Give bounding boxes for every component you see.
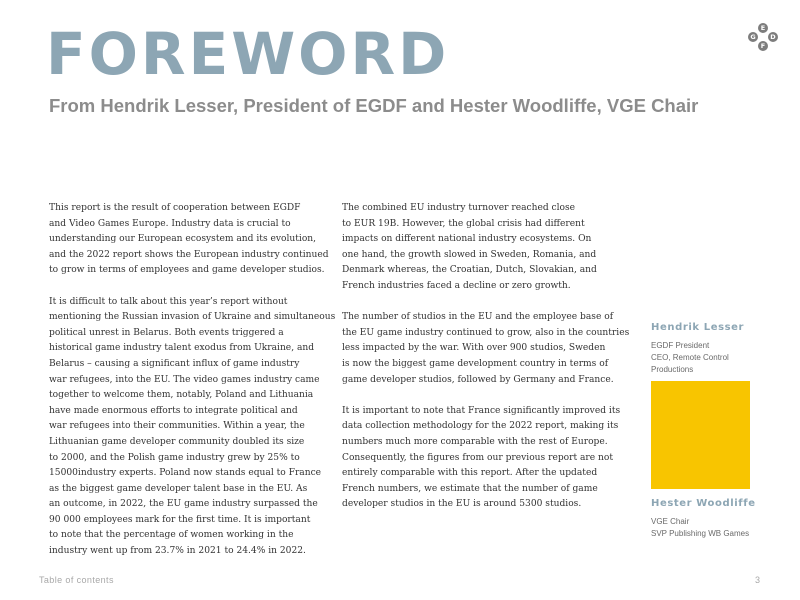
page-subtitle: From Hendrik Lesser, President of EGDF and Hester Woodliffe, VGE Chair — [49, 95, 699, 116]
text-line: historical game industry talent exodus from Ukraine, and — [49, 343, 315, 354]
page-number: 3 — [755, 575, 761, 585]
text-line: mentioning the Russian invasion of Ukraine and simultaneous — [49, 312, 336, 323]
text-line: war refugees into their communities. Within a year, the — [49, 421, 305, 432]
text-line: understanding our European ecosystem and its evolution, — [49, 234, 317, 245]
signatory-role-hester-woodliffe — [651, 516, 749, 540]
text-line: French industries faced a decline or zero growth. — [342, 280, 571, 291]
text-line: entirely comparable with this report. After the updated — [342, 468, 598, 479]
text-line: war refugees, into the EU. The video games industry came — [49, 374, 320, 385]
role-line: EGDF President — [651, 341, 710, 350]
text-line: one hand, the growth slowed in Sweden, Romania, and — [342, 249, 597, 260]
text-column-right — [342, 201, 629, 528]
text-line: less impacted by the war. With over 900 studios, Sweden — [342, 343, 606, 354]
signatory-role-hendrik-lesser — [651, 340, 729, 376]
text-line: 90 000 employees mark for the first time. It is important — [49, 514, 311, 525]
text-line: to note that the percentage of women working in the — [49, 530, 294, 541]
text-line: as the biggest game developer talent base in the EU. As — [49, 483, 308, 494]
text-line: The combined EU industry turnover reached close — [342, 203, 576, 213]
role-line: Productions — [651, 365, 694, 374]
body-paragraph — [49, 295, 335, 560]
logo-letter: G — [748, 32, 758, 42]
role-line: VGE Chair — [651, 517, 690, 526]
text-line: Lithuanian game developer community doubled its size — [49, 436, 305, 447]
text-line: numbers much more comparable with the rest of Europe. — [342, 436, 608, 447]
body-paragraph — [342, 310, 629, 388]
text-line: and the 2022 report shows the European industry continued — [49, 249, 329, 260]
text-line: data collection methodology for the 2022 report, making its — [342, 421, 619, 432]
signatory-name-hendrik-lesser: Hendrik Lesser — [651, 322, 745, 333]
text-line: Denmark whereas, the Croatian, Dutch, Slovakian, and — [342, 265, 597, 276]
text-line: an outcome, in 2022, the EU game industry surpassed the — [49, 499, 318, 510]
text-line: Belarus – causing a significant influx of game industry — [49, 358, 300, 369]
text-column-left — [49, 201, 335, 575]
text-line: It is important to note that France significantly improved its — [342, 405, 621, 416]
text-line: Consequently, the figures from our previous report are not — [342, 452, 614, 463]
text-line: the EU game industry continued to grow, also in the countries — [342, 327, 630, 338]
text-line: to 2000, and the Polish game industry grew by 25% to — [49, 452, 300, 463]
body-paragraph — [49, 201, 335, 279]
table-of-contents-link[interactable]: Table of contents — [39, 575, 114, 585]
text-line: 15000industry experts. Poland now stands equal to France — [49, 468, 322, 479]
text-line: developer studios in the EU is around 5300 studios. — [342, 499, 582, 510]
text-line: is now the biggest game development country in terms of — [342, 358, 609, 369]
egdf-logo — [748, 23, 778, 51]
text-line: It is difficult to talk about this year’s report without — [49, 296, 288, 307]
text-line: have made enormous efforts to integrate political and — [49, 405, 298, 416]
logo-letter: E — [758, 23, 768, 33]
text-line: French numbers, we estimate that the number of game — [342, 483, 598, 494]
role-line: CEO, Remote Control — [651, 353, 729, 362]
text-line: The number of studios in the EU and the employee base of — [342, 312, 614, 323]
signatory-name-hester-woodliffe: Hester Woodliffe — [651, 498, 756, 509]
logo-letter: F — [758, 41, 768, 51]
text-line: to EUR 19B. However, the global crisis had different — [342, 218, 585, 229]
text-line: and Video Games Europe. Industry data is crucial to — [49, 218, 291, 229]
text-line: This report is the result of cooperation between EGDF — [49, 203, 301, 213]
text-line: together to welcome them, notably, Poland and Lithuania — [49, 390, 314, 401]
body-paragraph — [342, 404, 629, 513]
role-line: SVP Publishing WB Games — [651, 529, 750, 538]
text-line: political unrest in Belarus. Both events triggered a — [49, 327, 284, 338]
page-title: FOREWORD — [46, 20, 450, 88]
text-line: industry went up from 23.7% in 2021 to 24.4% in 2022. — [49, 546, 306, 557]
text-line: impacts on different national industry ecosystems. On — [342, 234, 592, 245]
text-line: game developer studios, followed by Germany and France. — [342, 374, 614, 385]
body-paragraph — [342, 201, 629, 295]
text-line: to grow in terms of employees and game developer studios. — [49, 265, 325, 276]
logo-letter: D — [768, 32, 778, 42]
portrait-photo-placeholder — [651, 381, 750, 489]
